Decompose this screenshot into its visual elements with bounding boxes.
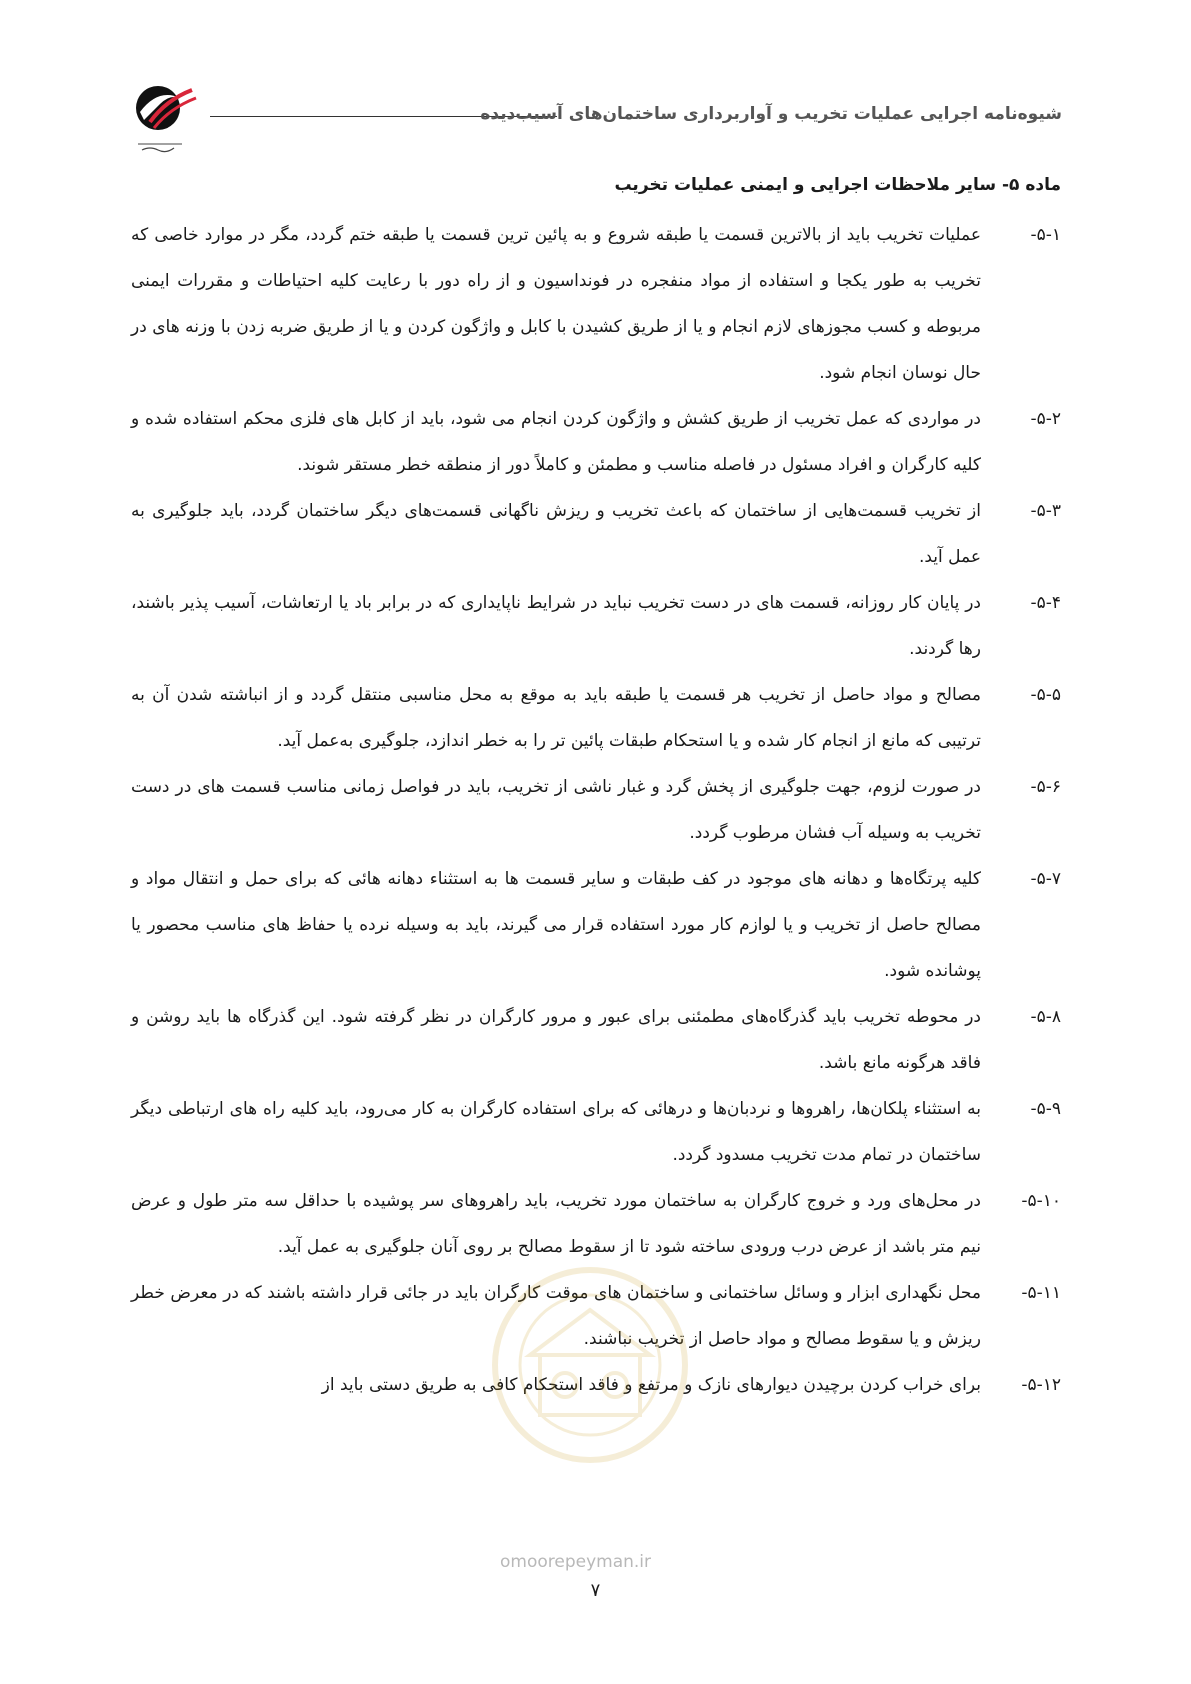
item-text: کلیه پرتگاه‌ها و دهانه های موجود در کف طبقات و سایر قسمت ها به استثناء دهانه هائی که برای حمل و انتقال مواد و مصالح حاصل از تخریب و یا لوازم کار مورد استفاده قرار می گیرند، باید به وسیله نرده یا حفاظ های مناسب محصور یا پوشانده شود. — [131, 869, 981, 981]
item-number: ۵-۶- — [1030, 777, 1061, 797]
item-text: از تخریب قسمت‌هایی از ساختمان که باعث تخریب و ریزش ناگهانی قسمت‌های دیگر ساختمان گردد، باید جلوگیری به عمل آید. — [131, 501, 981, 567]
list-item — [131, 672, 1061, 764]
item-text: مصالح و مواد حاصل از تخریب هر قسمت یا طبقه باید به موقع به محل مناسبی منتقل گردد و از انباشته شدن آن به ترتیبی که مانع از انجام کار شده و یا استحکام طبقات پائین تر را به خطر اندازد، جلوگیری به‌عمل آید. — [131, 685, 981, 751]
item-number: ۵-۳- — [1030, 501, 1061, 521]
item-text: برای خراب کردن برچیدن دیوارهای نازک و مرتفع و فاقد استحکام کافی به طریق دستی باید از — [321, 1375, 981, 1395]
item-text: در مواردی که عمل تخریب از طریق کشش و واژگون کردن انجام می شود، باید از کابل های فلزی محکم استفاده شده و کلیه کارگران و افراد مسئول در فاصله مناسب و مطمئن و کاملاً دور از منطقه خطر مستقر شوند. — [131, 409, 981, 475]
item-number: ۵-۹- — [1030, 1099, 1061, 1119]
page-number: ۷ — [590, 1580, 601, 1601]
document-title: شیوه‌نامه اجرایی عملیات تخریب و آواربرداری ساختمان‌های آسیب‌دیده — [480, 104, 1062, 124]
watermark-url: omoorepeyman.ir — [500, 1552, 652, 1572]
item-number: ۵-۴- — [1030, 593, 1061, 613]
list-item — [131, 994, 1061, 1086]
item-text: به استثناء پلکان‌ها، راهروها و نردبان‌ها و درهائی که برای استفاده کارگران به کار می‌رود، باید کلیه راه های ارتباطی دیگر ساختمان در تمام مدت تخریب مسدود گردد. — [131, 1099, 981, 1165]
list-item — [131, 856, 1061, 994]
list-item — [131, 1086, 1061, 1178]
item-number: ۵-۱۱- — [1021, 1283, 1061, 1303]
item-number: ۵-۵- — [1030, 685, 1061, 705]
item-number: ۵-۱۲- — [1021, 1375, 1061, 1395]
page-header — [130, 78, 1062, 158]
item-number: ۵-۸- — [1030, 1007, 1061, 1027]
item-number: ۵-۷- — [1030, 869, 1061, 889]
list-item — [131, 488, 1061, 580]
organization-logo-icon — [130, 78, 200, 158]
watermark-seal-icon — [470, 1255, 710, 1475]
item-number: ۵-۲- — [1030, 409, 1061, 429]
list-item — [131, 212, 1061, 396]
item-text: در محوطه تخریب باید گذرگاه‌های مطمئنی برای عبور و مرور کارگران در نظر گرفته شود. این گذرگاه ها باید روشن و فاقد هرگونه مانع باشد. — [131, 1007, 981, 1073]
item-text: عملیات تخریب باید از بالاترین قسمت یا طبقه شروع و به پائین ترین قسمت یا طبقه ختم گردد، مگر در موارد خاصی که تخریب به طور یکجا و استفاده از مواد منفجره در فونداسیون و از راه دور با رعایت کلیه احتیاطات و مقررات ایمنی مربوطه و کسب مجوزهای لازم انجام و یا از طریق کشیدن با کابل و واژگون کردن و یا از طریق ضربه زدن با وزنه های در حال نوسان انجام شود. — [131, 225, 981, 383]
list-item — [131, 764, 1061, 856]
item-text: در صورت لزوم، جهت جلوگیری از پخش گرد و غبار ناشی از تخریب، باید در فواصل زمانی مناسب قسمت های در دست تخریب به وسیله آب فشان مرطوب گردد. — [131, 777, 981, 843]
list-item — [131, 580, 1061, 672]
item-text: محل نگهداری ابزار و وسائل ساختمانی و ساختمان های موقت کارگران باید در جائی قرار داشته باشند که در معرض خطر ریزش و یا سقوط مصالح و مواد حاصل از تخریب نباشند. — [131, 1283, 981, 1349]
document-body — [131, 168, 1061, 1408]
section-heading: ماده ۵- سایر ملاحظات اجرایی و ایمنی عملیات تخریب — [614, 175, 1061, 195]
item-number: ۵-۱۰- — [1021, 1191, 1061, 1211]
item-text: در پایان کار روزانه، قسمت های در دست تخریب نباید در شرایط ناپایداری که در برابر باد یا ارتعاشات، آسیب پذیر باشند، رها گردند. — [131, 593, 981, 659]
list-item — [131, 396, 1061, 488]
item-number: ۵-۱- — [1030, 225, 1061, 245]
item-text: در محل‌های ورد و خروج کارگران به ساختمان مورد تخریب، باید راهروهای سر پوشیده با حداقل سه متر طول و عرض نیم متر باشد از عرض درب ورودی ساخته شود تا از سقوط مصالح بر روی آنان جلوگیری به عمل آید. — [131, 1191, 981, 1257]
